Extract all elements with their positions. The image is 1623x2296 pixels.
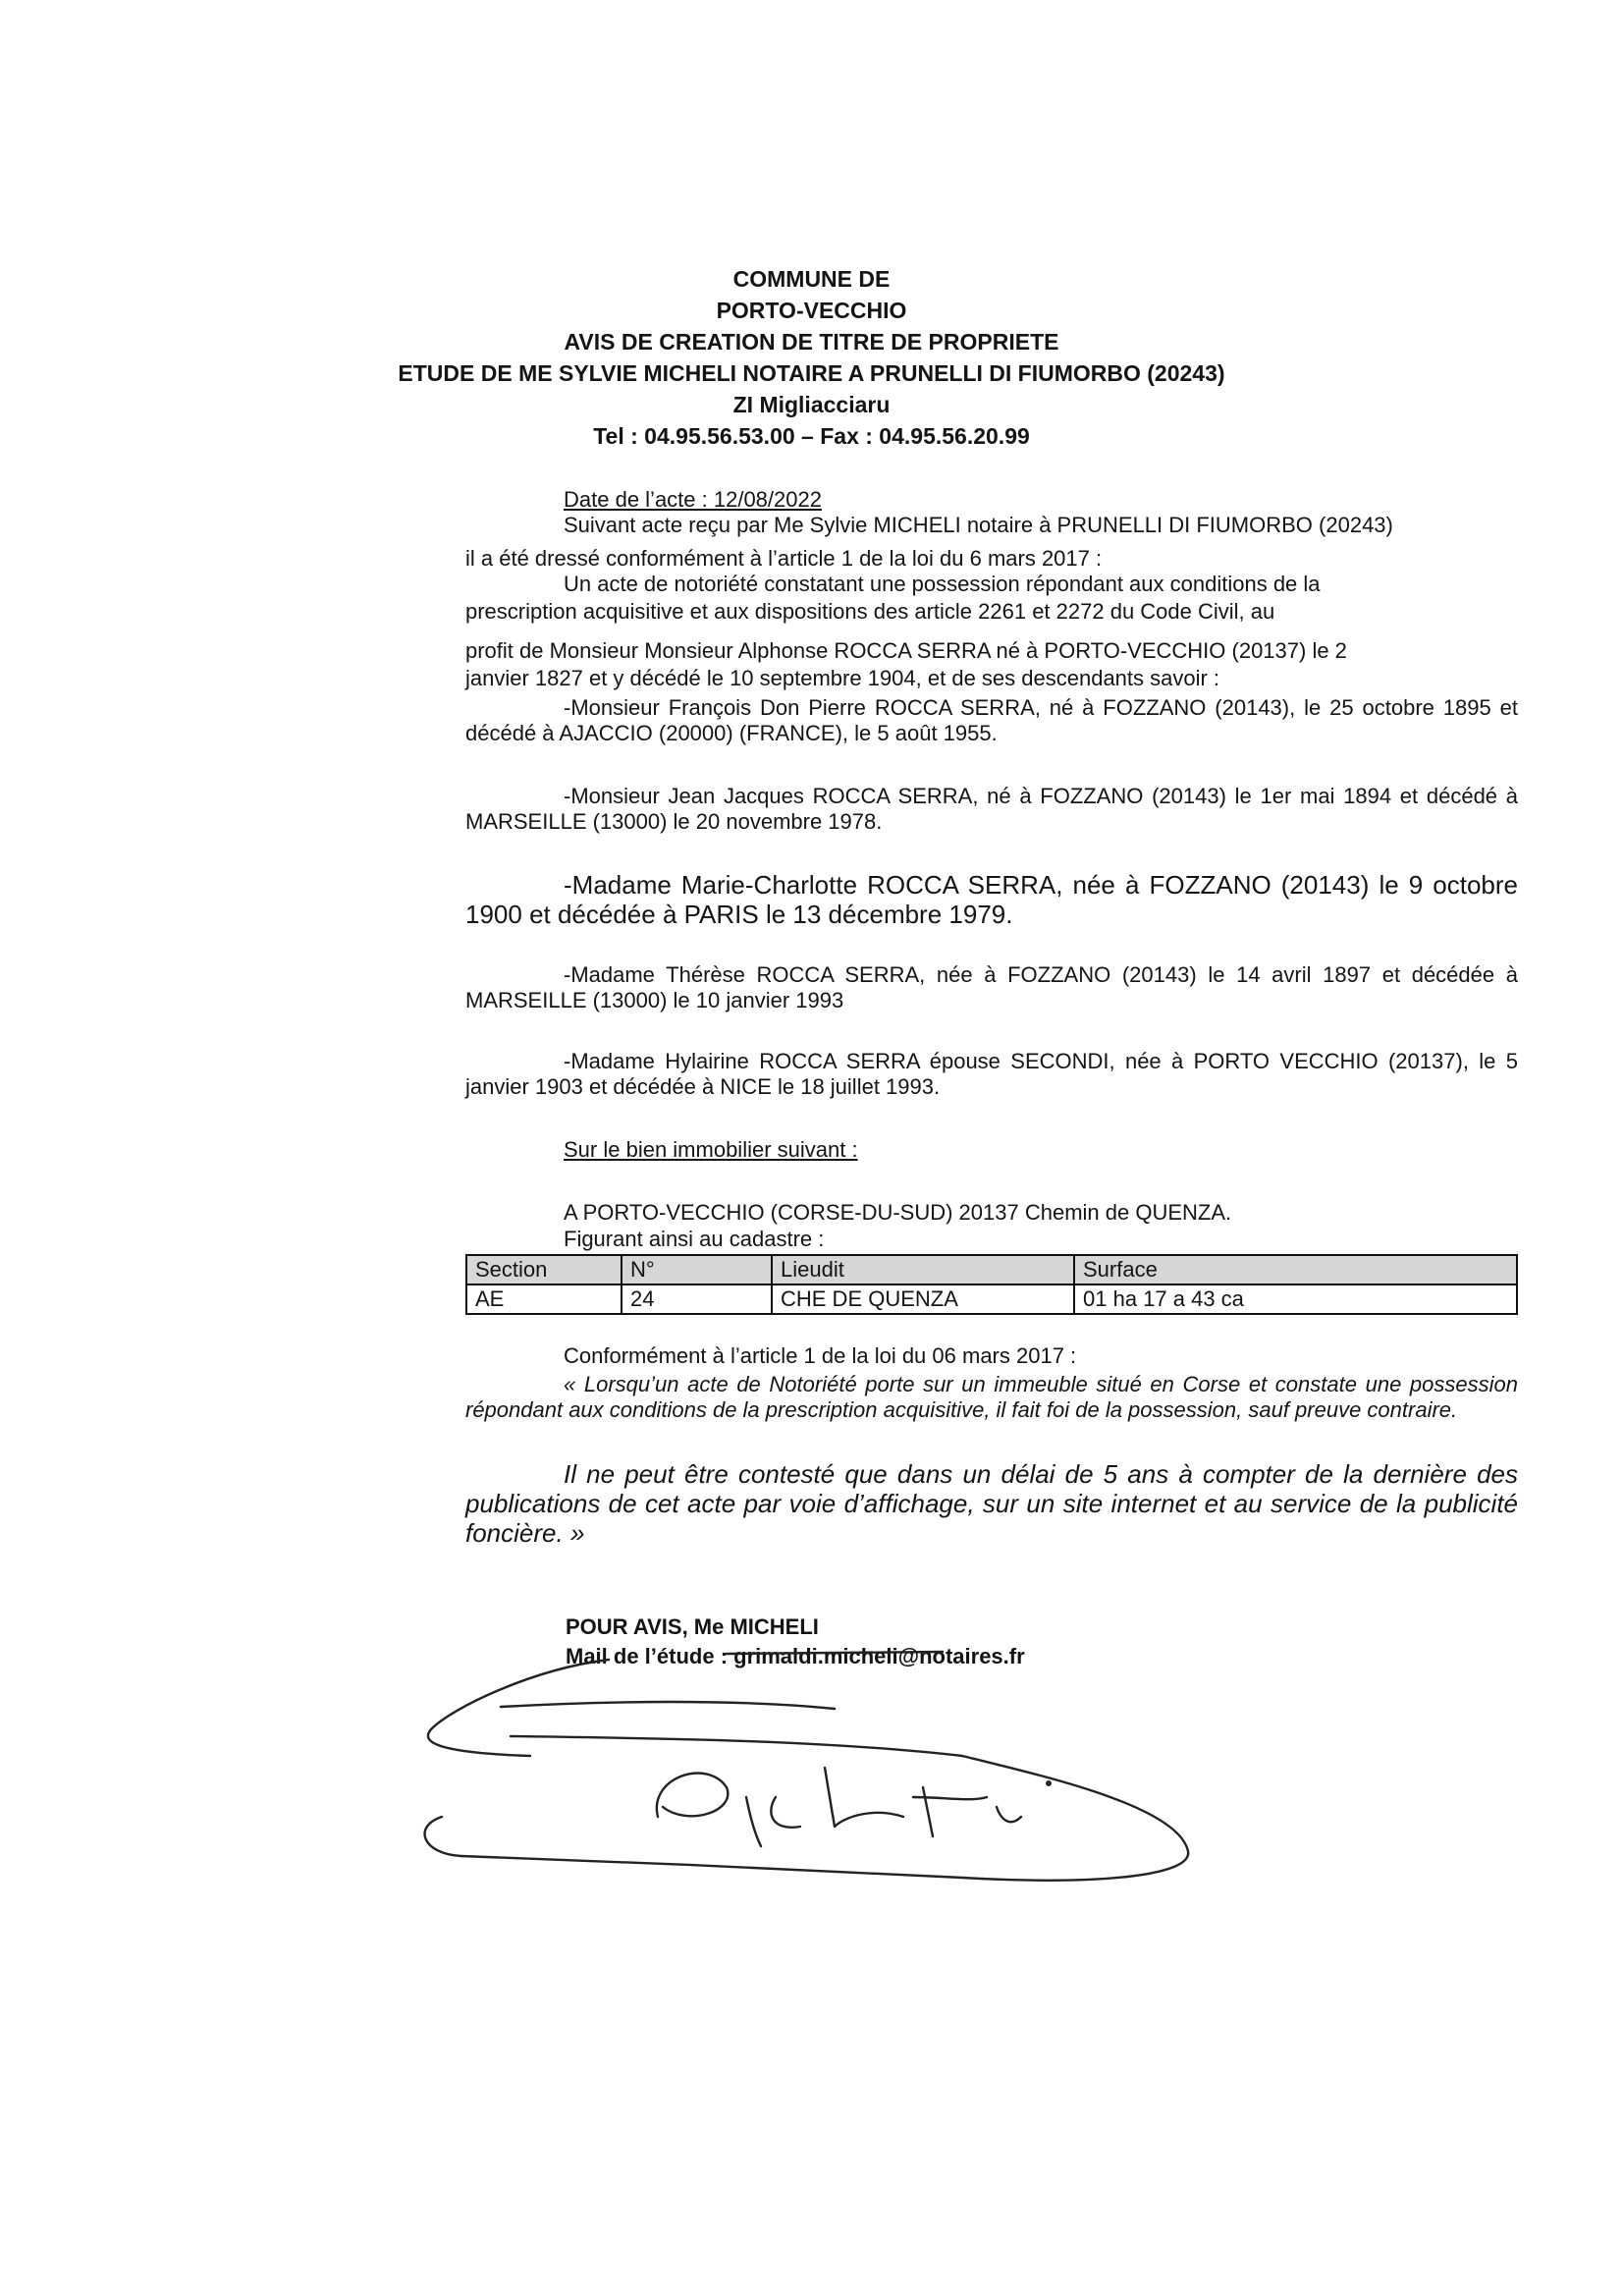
acte-p1-line1: Suivant acte reçu par Me Sylvie MICHELI notaire à PRUNELLI DI FIUMORBO (20243) [564, 513, 1393, 537]
loi-intro: Conformément à l’article 1 de la loi du 06 mars 2017 : [564, 1343, 1077, 1368]
pour-avis: POUR AVIS, Me MICHELI [566, 1614, 819, 1639]
loi-quote-part1: « Lorsqu’un acte de Notoriété porte sur un immeuble situé en Corse et constate une possession répondant aux conditions de la prescription acquisitive, il fait foi de la possession, sauf preuve contraire. [465, 1372, 1518, 1422]
descendant-therese: -Madame Thérèse ROCCA SERRA, née à FOZZANO (20143) le 14 avril 1897 et décédée à MARSEILLE (13000) le 10 janvier 1993 [465, 962, 1518, 1012]
acte-p2-line4: janvier 1827 et y décédé le 10 septembre 1904, et de ses descendants savoir : [465, 666, 1220, 690]
cadastre-header-numero: N° [622, 1255, 772, 1285]
descendant-francois: -Monsieur François Don Pierre ROCCA SERRA, né à FOZZANO (20143), le 25 octobre 1895 et décédé à AJACCIO (20000) (FRANCE), le 5 août 1955. [465, 695, 1518, 745]
loi-quote-part2: Il ne peut être contesté que dans un délai de 5 ans à compter de la dernière des publications de cet acte par voie d’affichage, sur un site internet et au service de la publicité foncière. » [465, 1459, 1518, 1548]
cadastre-cell-section: AE [466, 1285, 622, 1314]
bien-heading: Sur le bien immobilier suivant : [564, 1137, 858, 1162]
cadastre-cell-lieudit: CHE DE QUENZA [772, 1285, 1074, 1314]
cadastre-header-section: Section [466, 1255, 622, 1285]
descendant-jean-jacques: -Monsieur Jean Jacques ROCCA SERRA, né à FOZZANO (20143) le 1er mai 1894 et décédé à MARSEILLE (13000) le 20 novembre 1978. [465, 784, 1518, 834]
cadastre-header-surface: Surface [1074, 1255, 1517, 1285]
descendant-hylairine: -Madame Hylairine ROCCA SERRA épouse SECONDI, née à PORTO VECCHIO (20137), le 5 janvier 1903 et décédée à NICE le 18 juillet 1993. [465, 1049, 1518, 1099]
acte-date: Date de l’acte : 12/08/2022 [564, 487, 822, 512]
header-title: AVIS DE CREATION DE TITRE DE PROPRIETE [564, 329, 1059, 355]
bien-address: A PORTO-VECCHIO (CORSE-DU-SUD) 20137 Chemin de QUENZA. [564, 1200, 1232, 1225]
cadastre-cell-numero: 24 [622, 1285, 772, 1314]
document-header [0, 263, 1623, 452]
header-contact: Tel : 04.95.56.53.00 – Fax : 04.95.56.20.99 [593, 423, 1030, 449]
header-etude: ETUDE DE ME SYLVIE MICHELI NOTAIRE A PRUNELLI DI FIUMORBO (20243) [398, 360, 1225, 386]
descendant-marie-charlotte: -Madame Marie-Charlotte ROCCA SERRA, née à FOZZANO (20143) le 9 octobre 1900 et décédée à PARIS le 13 décembre 1979. [465, 870, 1518, 929]
cadastre-header-row [466, 1255, 1517, 1285]
cadastre-header-lieudit: Lieudit [772, 1255, 1074, 1285]
cadastre-table [465, 1254, 1518, 1315]
acte-p2-line1: Un acte de notoriété constatant une possession répondant aux conditions de la [564, 572, 1321, 596]
acte-p1-line2: il a été dressé conformément à l’article 1 de la loi du 6 mars 2017 : [465, 546, 1103, 571]
cadastre-intro: Figurant ainsi au cadastre : [564, 1227, 825, 1251]
acte-p2-line2: prescription acquisitive et aux dispositions des article 2261 et 2272 du Code Civil, au [465, 599, 1275, 624]
header-town: PORTO-VECCHIO [716, 298, 907, 323]
acte-p2-line3: profit de Monsieur Monsieur Alphonse ROCCA SERRA né à PORTO-VECCHIO (20137) le 2 [465, 638, 1347, 663]
cadastre-cell-surface: 01 ha 17 a 43 ca [1074, 1285, 1517, 1314]
header-commune: COMMUNE DE [732, 266, 891, 292]
etude-mail: Mail de l’étude : grimaldi.micheli@notaires.fr [566, 1644, 1025, 1668]
header-address: ZI Migliacciaru [732, 392, 891, 417]
table-row [466, 1285, 1517, 1314]
signature-image [412, 1650, 1198, 1886]
